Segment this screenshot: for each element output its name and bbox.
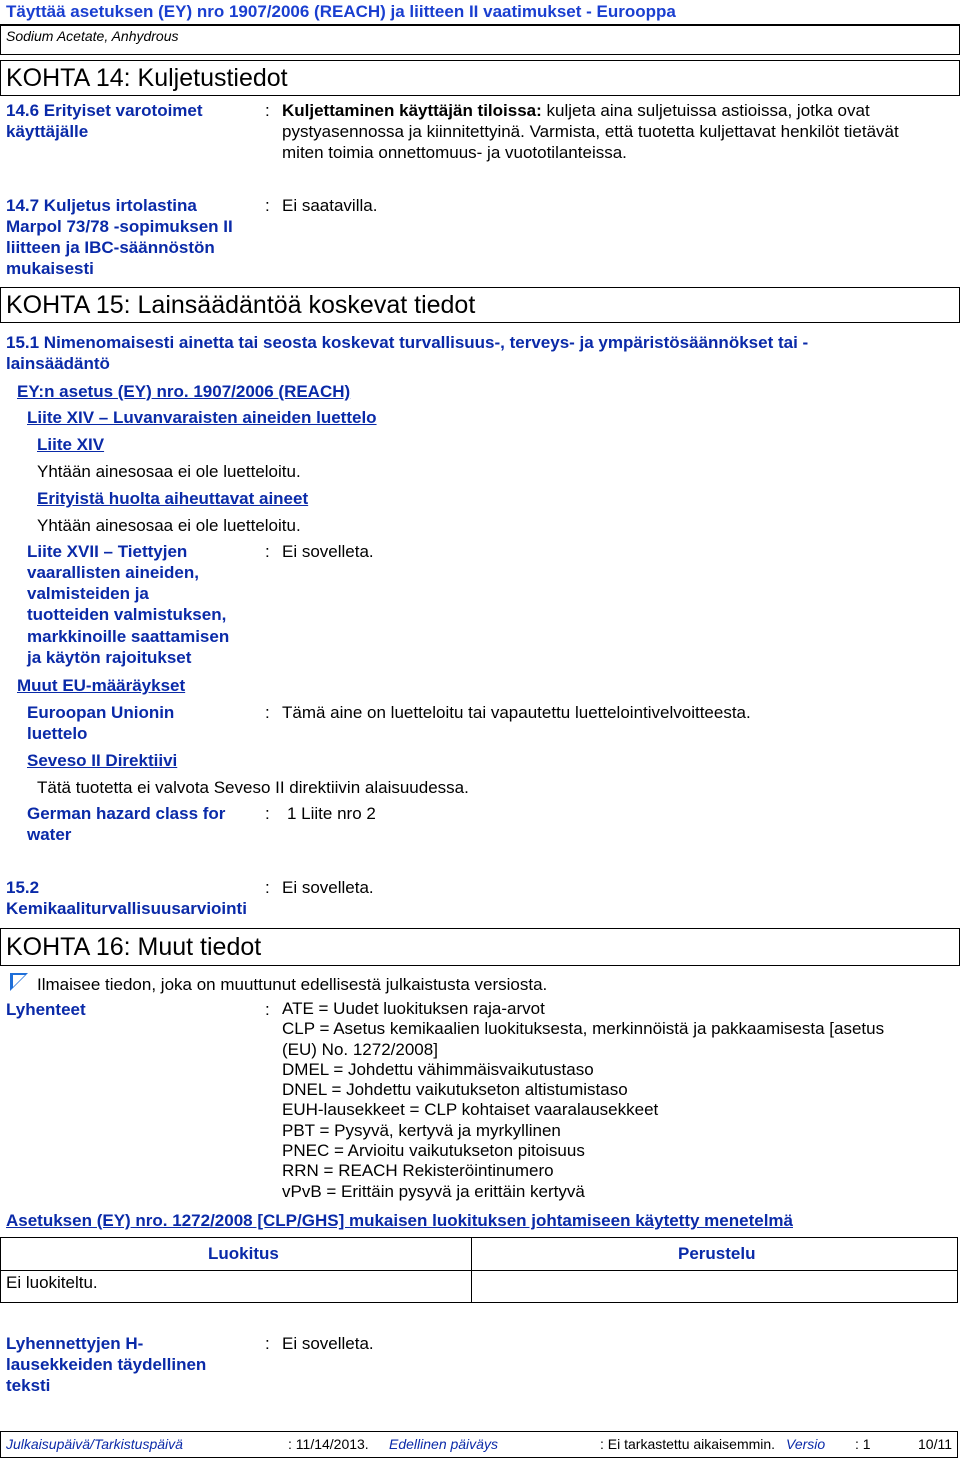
seveso-text: Tätä tuotetta ei valvota Seveso II direktiivin alaisuudessa. <box>37 778 469 797</box>
german-wgk-label-1: German hazard class for <box>27 804 226 823</box>
revision-triangle-icon <box>8 971 30 993</box>
item-15-2-label-2: Kemikaaliturvallisuusarviointi <box>6 899 247 918</box>
abbreviation-line: DMEL = Johdettu vähimmäisvaikutustaso <box>282 1059 594 1079</box>
table-cell-classification: Ei luokiteltu. <box>6 1273 98 1292</box>
item-14-6-value-line2: pystyasennossa ja kiinnitettyinä. Varmista, että tuotetta kuljettavat henkilöt tietävät <box>282 122 899 141</box>
item-14-7-label-3: liitteen ja IBC-säännöstön <box>6 238 215 257</box>
eu-inventory-label-1: Euroopan Unionin <box>27 703 175 722</box>
german-wgk-colon: : <box>265 804 270 823</box>
annex-xiv-subheading: Liite XIV <box>37 435 105 454</box>
h-phrases-label-2: lausekkeiden täydellinen <box>6 1355 207 1374</box>
annex-xvii-colon: : <box>265 542 270 561</box>
h-phrases-colon: : <box>265 1334 270 1353</box>
footer-date-label: Julkaisupäivä/Tarkistuspäivä <box>6 1436 183 1452</box>
seveso-heading: Seveso II Direktiivi <box>27 751 178 770</box>
footer-previous-value: : Ei tarkastettu aikaisemmin. <box>600 1436 776 1452</box>
footer-version-label: Versio <box>786 1436 826 1452</box>
svhc-text: Yhtään ainesosaa ei ole luetteloitu. <box>37 516 301 535</box>
eu-inventory-value: Tämä aine on luetteloitu tai vapautettu luettelointivelvoitteesta. <box>282 703 751 722</box>
h-phrases-label-3: teksti <box>6 1376 51 1395</box>
abbreviation-line: EUH-lausekkeet = CLP kohtaiset vaaralausekkeet <box>282 1100 659 1120</box>
item-15-2-colon: : <box>265 878 270 897</box>
german-wgk-value: 1 Liite nro 2 <box>287 804 376 823</box>
reach-heading: EY:n asetus (EY) nro. 1907/2006 (REACH) <box>17 382 351 401</box>
item-14-7-colon: : <box>265 196 270 215</box>
abbreviation-line: ATE = Uudet luokituksen raja-arvot <box>282 999 545 1018</box>
abbreviations-colon: : <box>265 1000 270 1019</box>
annex-xvii-label-6: ja käytön rajoitukset <box>27 648 192 667</box>
footer-version-value: : 1 <box>855 1436 871 1452</box>
sub-15-1-line1: 15.1 Nimenomaisesti ainetta tai seosta koskevat turvallisuus-, terveys- ja ympäristösäännökset tai - <box>6 333 809 352</box>
classification-table-divider <box>0 1270 958 1271</box>
section-15-title: KOHTA 15: Lainsäädäntöä koskevat tiedot <box>6 291 476 319</box>
footer-previous-label: Edellinen päiväys <box>389 1436 498 1452</box>
item-15-2-value: Ei sovelleta. <box>282 878 374 897</box>
footer-date-value: : 11/14/2013. <box>288 1436 369 1452</box>
item-14-7-value: Ei saatavilla. <box>282 196 378 215</box>
document-title: Täyttää asetuksen (EY) nro 1907/2006 (REACH) ja liitteen II vaatimukset - Eurooppa <box>6 2 676 21</box>
annex-xvii-label-2: vaarallisten aineiden, <box>27 563 199 582</box>
item-14-6-value-line1 <box>282 100 870 121</box>
table-header-classification: Luokitus <box>208 1244 279 1263</box>
other-eu-heading: Muut EU-määräykset <box>17 676 186 695</box>
abbreviation-line: vPvB = Erittäin pysyvä ja erittäin kertyvä <box>282 1181 585 1201</box>
annex-xvii-value: Ei sovelleta. <box>282 542 374 561</box>
section-14-title: KOHTA 14: Kuljetustiedot <box>6 64 288 92</box>
item-14-6-rest: kuljeta aina suljetuissa astioissa, jotka ovat <box>541 101 870 120</box>
item-14-6-colon: : <box>265 101 270 120</box>
annex-xvii-label-4: tuotteiden valmistuksen, <box>27 605 227 624</box>
item-14-6-bold: Kuljettaminen käyttäjän tiloissa: <box>282 101 542 120</box>
item-14-7-label-4: mukaisesti <box>6 259 94 278</box>
h-phrases-value: Ei sovelleta. <box>282 1334 374 1353</box>
table-header-basis: Perustelu <box>678 1244 756 1263</box>
item-14-7-label-2: Marpol 73/78 -sopimuksen II <box>6 217 233 236</box>
item-14-7-label-1: 14.7 Kuljetus irtolastina <box>6 196 197 215</box>
german-wgk-label-2: water <box>27 825 72 844</box>
change-note: Ilmaisee tiedon, joka on muuttunut edellisestä julkaistusta versiosta. <box>37 975 548 994</box>
sub-15-1-line2: lainsäädäntö <box>6 354 110 373</box>
abbreviations-list <box>282 999 884 1202</box>
annex-xvii-label-1: Liite XVII – Tiettyjen <box>27 542 188 561</box>
abbreviation-line: DNEL = Johdettu vaikutukseton altistumistaso <box>282 1080 628 1100</box>
svhc-heading: Erityistä huolta aiheuttavat aineet <box>37 489 309 508</box>
abbreviations-label: Lyhenteet <box>6 1000 86 1019</box>
h-phrases-label-1: Lyhennettyjen H- <box>6 1334 144 1353</box>
eu-inventory-colon: : <box>265 703 270 722</box>
eu-inventory-label-2: luettelo <box>27 724 88 743</box>
abbreviation-line: PBT = Pysyvä, kertyvä ja myrkyllinen <box>282 1120 561 1140</box>
classification-table-column-divider <box>471 1237 472 1303</box>
abbreviation-line: RRN = REACH Rekisteröintinumero <box>282 1161 554 1181</box>
item-14-6-label-1: 14.6 Erityiset varotoimet <box>6 101 203 120</box>
abbreviation-line: PNEC = Arvioitu vaikutukseton pitoisuus <box>282 1141 585 1161</box>
product-name: Sodium Acetate, Anhydrous <box>6 28 179 44</box>
item-15-2-label-1: 15.2 <box>6 878 40 897</box>
annex-xvii-label-3: valmisteiden ja <box>27 584 149 603</box>
annex-xiv-heading: Liite XIV – Luvanvaraisten aineiden luettelo <box>27 408 377 427</box>
abbreviation-line: (EU) No. 1272/2008] <box>282 1039 438 1059</box>
footer-page-number: 10/11 <box>918 1436 952 1452</box>
annex-xiv-text: Yhtään ainesosaa ei ole luetteloitu. <box>37 462 301 481</box>
clp-method-heading: Asetuksen (EY) nro. 1272/2008 [CLP/GHS] mukaisen luokituksen johtamiseen käytetty menetelmä <box>6 1211 793 1230</box>
item-14-6-value-line3: miten toimia onnettomuus- ja vuototilanteissa. <box>282 143 627 162</box>
annex-xvii-label-5: markkinoille saattamisen <box>27 627 230 646</box>
section-16-title: KOHTA 16: Muut tiedot <box>6 933 262 961</box>
item-14-6-label-2: käyttäjälle <box>6 122 89 141</box>
abbreviation-line: CLP = Asetus kemikaalien luokituksesta, merkinnöistä ja pakkaamisesta [asetus <box>282 1019 885 1039</box>
